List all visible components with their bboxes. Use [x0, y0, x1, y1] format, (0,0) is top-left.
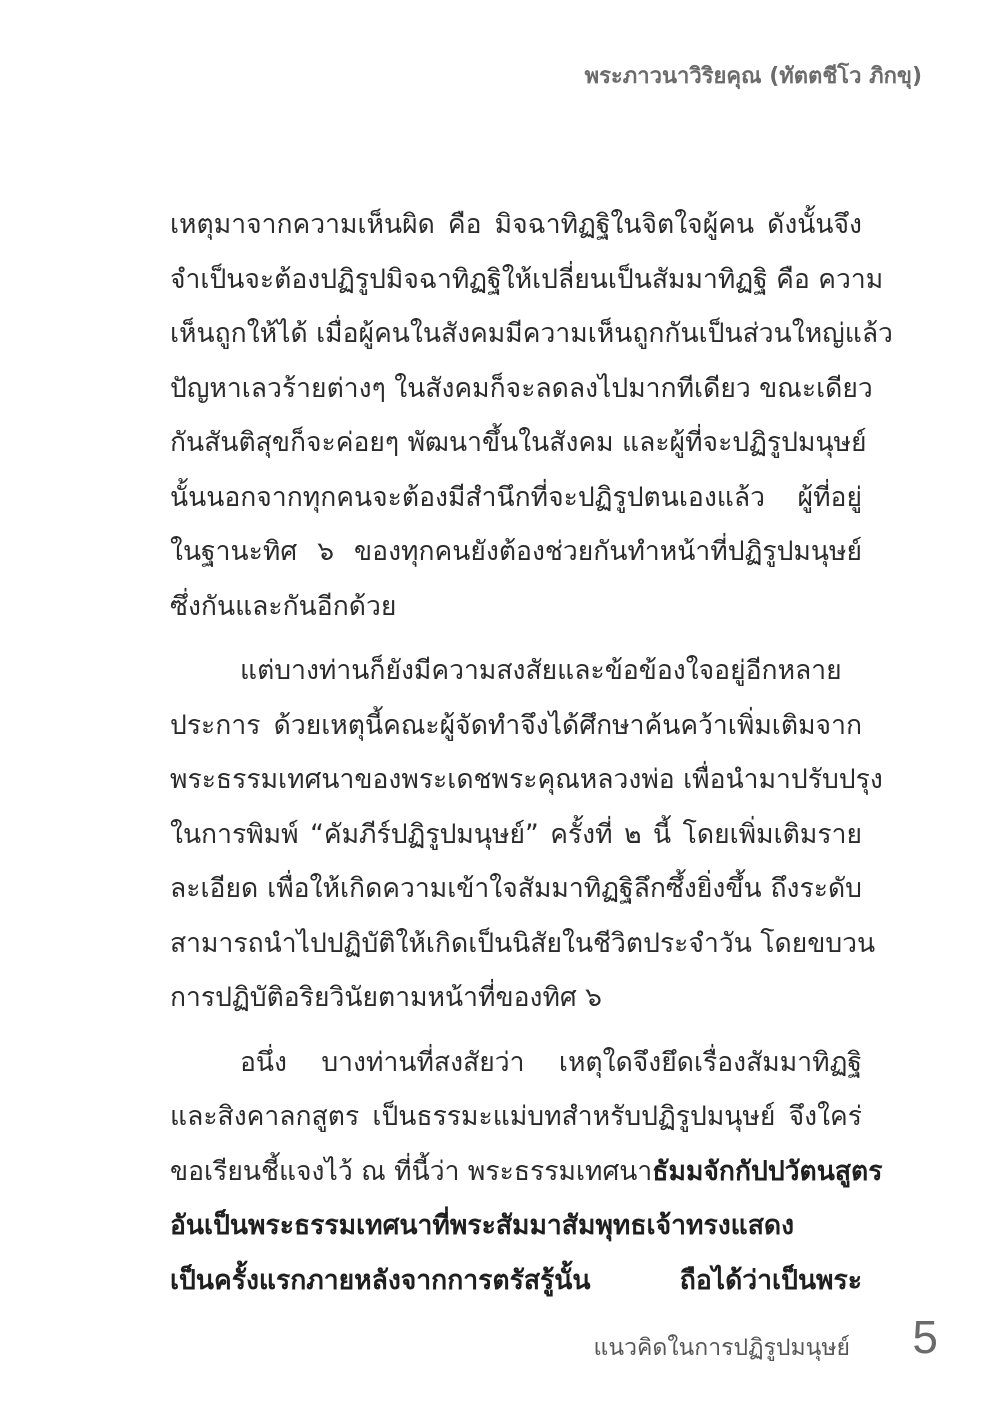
text-line: ปัญหาเลวร้ายต่างๆ ในสังคมก็จะลดลงไปมากทีเดียว ขณะเดียว	[170, 372, 873, 404]
text-line: กันสันติสุขก็จะค่อยๆ พัฒนาขึ้นในสังคม และผู้ที่จะปฏิรูปมนุษย์	[170, 427, 867, 458]
text-line: พระธรรมเทศนาของพระเดชพระคุณหลวงพ่อ เพื่อนำมาปรับปรุง	[170, 764, 883, 795]
text-normal: ขอเรียนชี้แจงไว้ ณ ที่นี้ว่า พระธรรมเทศนา	[170, 1155, 653, 1187]
text-line-bold: อันเป็นพระธรรมเทศนาที่พระสัมมาสัมพุทธเจ้าทรงแสดง	[170, 1210, 795, 1241]
text-line: ในการพิมพ์ “คัมภีร์ปฏิรูปมนุษย์” ครั้งที่ ๒ นี้ โดยเพิ่มเติมราย	[170, 818, 862, 850]
text-line: ละเอียด เพื่อให้เกิดความเข้าใจสัมมาทิฏฐิลึกซึ้งยิ่งขึ้น ถึงระดับ	[170, 873, 862, 904]
text-line: ประการ ด้วยเหตุนี้คณะผู้จัดทำจึงได้ศึกษาค้นคว้าเพิ่มเติมจาก	[170, 709, 862, 741]
text-line: เหตุมาจากความเห็นผิด คือ มิจฉาทิฏฐิในจิตใจผู้คน ดังนั้นจึง	[170, 209, 862, 240]
paragraph-2	[170, 644, 883, 1026]
text-line: นั้นนอกจากทุกคนจะต้องมีสำนึกที่จะปฏิรูปตนเองแล้ว ผู้ที่อยู่	[170, 481, 862, 513]
page-number: 5	[912, 1311, 938, 1363]
text-line: แต่บางท่านก็ยังมีความสงสัยและข้อข้องใจอยู่อีกหลาย	[240, 655, 842, 686]
text-line: จำเป็นจะต้องปฏิรูปมิจฉาทิฏฐิให้เปลี่ยนเป็นสัมมาทิฏฐิ คือ ความ	[170, 263, 884, 295]
footer-book-title: แนวคิดในการปฏิรูปมนุษย์	[593, 1335, 850, 1361]
text-line: การปฏิบัติอริยวินัยตามหน้าที่ของทิศ ๖	[170, 982, 602, 1013]
paragraph-1	[170, 198, 893, 634]
text-line: สามารถนำไปปฏิบัติให้เกิดเป็นนิสัยในชีวิตประจำวัน โดยขบวน	[170, 927, 876, 959]
text-line: ในฐานะทิศ ๖ ของทุกคนยังต้องช่วยกันทำหน้าที่ปฏิรูปมนุษย์	[170, 536, 862, 567]
body-text	[170, 198, 893, 1308]
text-line-bold: เป็นครั้งแรกภายหลังจากการตรัสรู้นั้น ถือได้ว่าเป็นพระ	[170, 1264, 862, 1296]
running-header: พระภาวนาวิริยคุณ (ทัตตชีโว ภิกขุ)	[584, 64, 922, 89]
text-line: อนึ่ง บางท่านที่สงสัยว่า เหตุใดจึงยึดเรื่องสัมมาทิฏฐิ	[240, 1046, 862, 1078]
text-line-mixed	[170, 1145, 883, 1200]
text-bold: ธัมมจักกัปปวัตนสูตร	[652, 1155, 883, 1187]
paragraph-3	[170, 1036, 883, 1309]
text-line: ซึ่งกันและกันอีกด้วย	[170, 590, 397, 622]
text-line: และสิงคาลกสูตร เป็นธรรมะแม่บทสำหรับปฏิรูปมนุษย์ จึงใคร่	[170, 1101, 862, 1132]
text-line: เห็นถูกให้ได้ เมื่อผู้คนในสังคมมีความเห็นถูกกันเป็นส่วนใหญ่แล้ว	[170, 318, 893, 349]
